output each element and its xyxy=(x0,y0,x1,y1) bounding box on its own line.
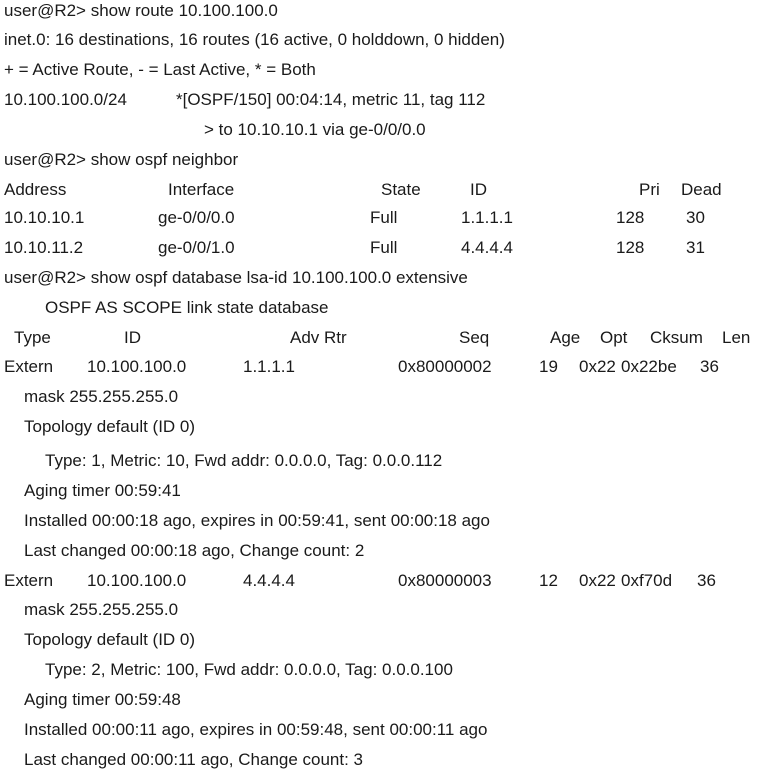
lsa-1-last-changed: Last changed 00:00:18 ago, Change count: 2 xyxy=(24,541,365,560)
neighbor-row-2-cell-1: 10.10.11.2 xyxy=(4,238,84,257)
database-table-header-cell-5: Age xyxy=(550,328,581,347)
lsa-2-row-cell-8: 36 xyxy=(697,571,716,590)
lsa-2-row-cell-2: 10.100.100.0 xyxy=(87,571,187,590)
route-next-hop: > to 10.10.10.1 via ge-0/0/0.0 xyxy=(204,120,426,139)
neighbor-table-header-cell-2: Interface xyxy=(168,180,235,199)
lsa-1-row-cell-5: 19 xyxy=(539,357,558,376)
lsa-2-mask: mask 255.255.255.0 xyxy=(24,600,179,619)
lsa-2-row-cell-5: 12 xyxy=(539,571,558,590)
neighbor-row-2-cell-6: 31 xyxy=(686,238,705,257)
neighbor-row-1-cell-3: Full xyxy=(370,208,398,227)
database-table-header-cell-4: Seq xyxy=(459,328,490,347)
lsa-2-topology: Topology default (ID 0) xyxy=(24,630,196,649)
lsa-2-row-cell-6: 0x22 xyxy=(579,571,616,590)
lsa-1-row-cell-6: 0x22 xyxy=(579,357,616,376)
database-table-header-cell-3: Adv Rtr xyxy=(290,328,347,347)
neighbor-row-2-cell-2: ge-0/0/1.0 xyxy=(158,238,235,257)
database-table-header-cell-1: Type xyxy=(14,328,51,347)
lsa-1-topology: Topology default (ID 0) xyxy=(24,417,196,436)
command-show-ospf-database: user@R2> show ospf database lsa-id 10.100.100.0 extensive xyxy=(4,268,468,287)
lsa-1-installed: Installed 00:00:18 ago, expires in 00:59:41, sent 00:00:18 ago xyxy=(24,511,490,530)
neighbor-row-1-cell-4: 1.1.1.1 xyxy=(461,208,513,227)
neighbor-row-2-cell-5: 128 xyxy=(616,238,645,257)
lsa-1-row-cell-1: Extern xyxy=(4,357,54,376)
neighbor-table-header-cell-6: Dead xyxy=(681,180,722,199)
command-show-route: user@R2> show route 10.100.100.0 xyxy=(4,1,278,20)
lsa-1-row-cell-2: 10.100.100.0 xyxy=(87,357,187,376)
neighbor-row-1-cell-6: 30 xyxy=(686,208,705,227)
route-entry-cell-2: *[OSPF/150] 00:04:14, metric 11, tag 112 xyxy=(176,90,486,109)
database-title: OSPF AS SCOPE link state database xyxy=(45,298,329,317)
lsa-2-row-cell-7: 0xf70d xyxy=(621,571,673,590)
lsa-2-aging-timer: Aging timer 00:59:48 xyxy=(24,690,181,709)
neighbor-row-2-cell-3: Full xyxy=(370,238,398,257)
lsa-1-row-cell-3: 1.1.1.1 xyxy=(243,357,295,376)
lsa-1-mask: mask 255.255.255.0 xyxy=(24,387,179,406)
lsa-1-row-cell-4: 0x80000002 xyxy=(398,357,492,376)
lsa-1-type-metric: Type: 1, Metric: 10, Fwd addr: 0.0.0.0, Tag: 0.0.0.112 xyxy=(45,451,443,470)
route-legend: + = Active Route, - = Last Active, * = Both xyxy=(4,60,316,79)
neighbor-row-1-cell-1: 10.10.10.1 xyxy=(4,208,85,227)
lsa-2-last-changed: Last changed 00:00:11 ago, Change count: 3 xyxy=(24,750,364,769)
lsa-1-aging-timer: Aging timer 00:59:41 xyxy=(24,481,181,500)
neighbor-row-1-cell-2: ge-0/0/0.0 xyxy=(158,208,235,227)
route-table-summary: inet.0: 16 destinations, 16 routes (16 active, 0 holddown, 0 hidden) xyxy=(4,30,505,49)
lsa-1-row-cell-7: 0x22be xyxy=(621,357,677,376)
route-entry-cell-1: 10.100.100.0/24 xyxy=(4,90,127,109)
lsa-2-row-cell-1: Extern xyxy=(4,571,54,590)
command-show-ospf-neighbor: user@R2> show ospf neighbor xyxy=(4,150,239,169)
database-table-header-cell-6: Opt xyxy=(600,328,628,347)
neighbor-table-header-cell-3: State xyxy=(381,180,421,199)
lsa-2-type-metric: Type: 2, Metric: 100, Fwd addr: 0.0.0.0, Tag: 0.0.0.100 xyxy=(45,660,453,679)
lsa-2-row-cell-4: 0x80000003 xyxy=(398,571,492,590)
database-table-header-cell-8: Len xyxy=(722,328,751,347)
database-table-header-cell-2: ID xyxy=(124,328,141,347)
lsa-2-row-cell-3: 4.4.4.4 xyxy=(243,571,295,590)
neighbor-row-1-cell-5: 128 xyxy=(616,208,645,227)
lsa-1-row-cell-8: 36 xyxy=(700,357,719,376)
neighbor-table-header-cell-4: ID xyxy=(470,180,487,199)
lsa-2-installed: Installed 00:00:11 ago, expires in 00:59:48, sent 00:00:11 ago xyxy=(24,720,488,739)
neighbor-table-header-cell-1: Address xyxy=(4,180,67,199)
neighbor-table-header-cell-5: Pri xyxy=(639,180,660,199)
database-table-header-cell-7: Cksum xyxy=(650,328,703,347)
neighbor-row-2-cell-4: 4.4.4.4 xyxy=(461,238,513,257)
